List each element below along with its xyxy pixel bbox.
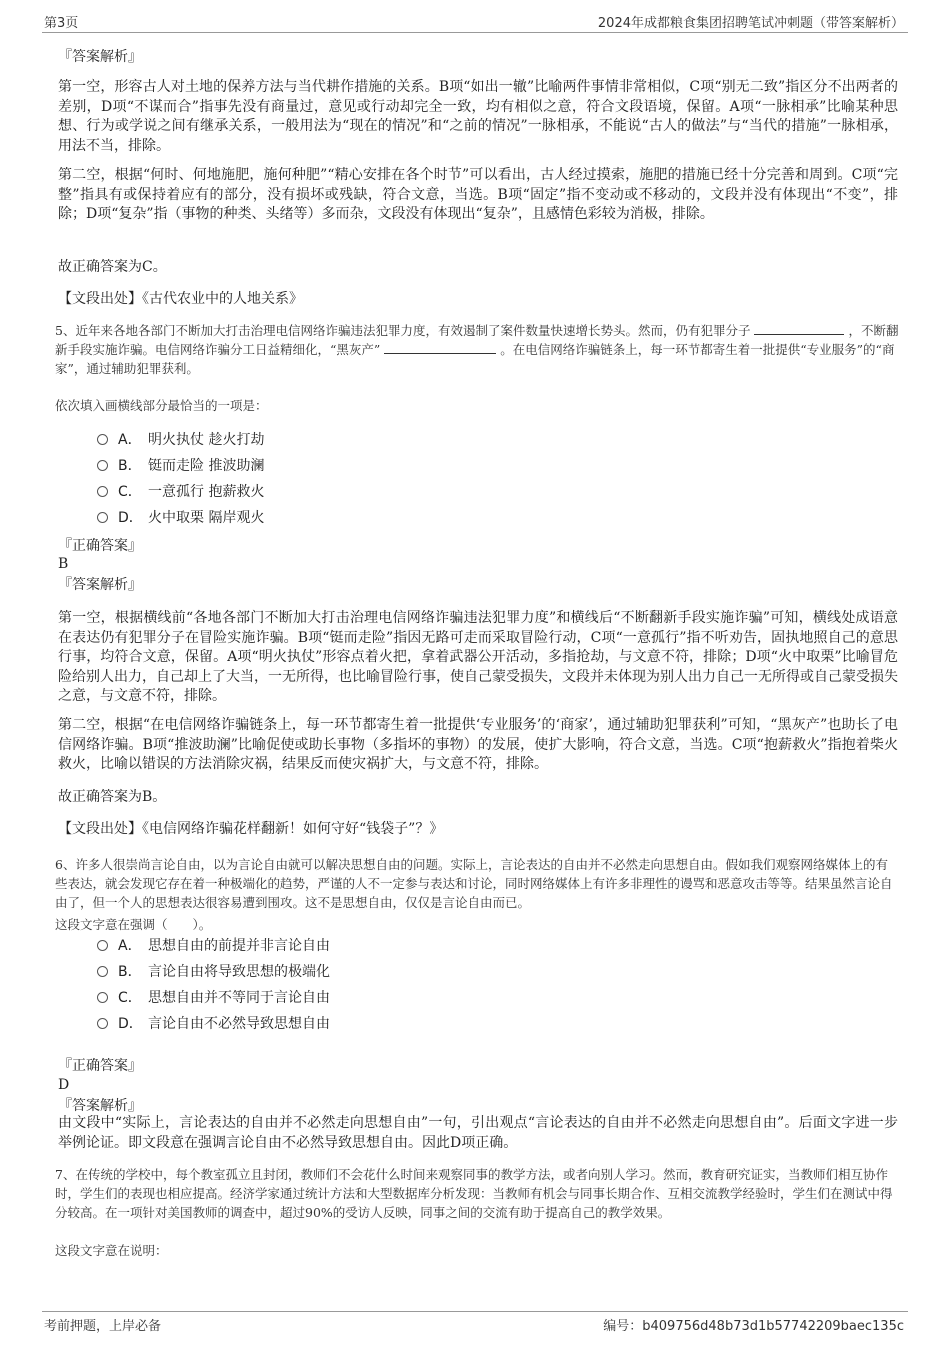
analysis-paragraph: 第一空，形容古人对土地的保养方法与当代耕作措施的关系。B项“如出一辙”比喻两件事情非常相似，C项“别无二致”指区分不出两者的差别，D项“不谋而合”指事先没有商量过，意见或行动却完全一致，均有相似之意，符合文段语境，保留。A项“一脉相承”比喻某种思想、行为或学说之间有继承关系，一般用法为“现在的情况”和“之前的情况”一脉相承，不能说“古人的做法”与“当代的措施”一脉相承，用法不当，排除。 xyxy=(58,79,898,154)
question-5-stem xyxy=(55,321,900,378)
analysis-label: 『答案解析』 xyxy=(58,577,142,593)
option-letter: D． xyxy=(118,510,143,526)
footer-slogan: 考前押题，上岸必备 xyxy=(44,1319,162,1334)
option-letter: B． xyxy=(118,964,142,980)
question-text: 5、近年来各地各部门不断加大打击治理电信网络诈骗违法犯罪力度，有效遏制了案件数量快速增长势头。然而，仍有犯罪分子 xyxy=(55,323,751,338)
option-letter: C． xyxy=(118,484,142,500)
question-prompt: 这段文字意在强调（ ）。 xyxy=(55,917,212,932)
option-text: 言论自由将导致思想的极端化 xyxy=(148,964,330,980)
option-a[interactable] xyxy=(97,936,330,956)
radio-icon[interactable] xyxy=(97,992,108,1003)
document-title: 2024年成都粮食集团招聘笔试冲刺题（带答案解析） xyxy=(597,16,904,31)
footer-serial: 编号：b409756d48b73d1b57742209baec135c xyxy=(603,1319,904,1334)
option-letter: B． xyxy=(118,458,142,474)
option-b[interactable] xyxy=(97,456,264,476)
option-text: 一意孤行 抱薪救火 xyxy=(148,484,265,500)
option-text: 思想自由的前提并非言论自由 xyxy=(148,938,330,954)
analysis-paragraph: 第二空，根据“在电信网络诈骗链条上，每一环节都寄生着一批提供‘专业服务’的‘商家’，通过辅助犯罪获利”可知，“黑灰产”也助长了电信网络诈骗。B项“推波助澜”比喻促使或助长事物（多指坏的事物）的发展，使扩大影响，符合文意，当选。C项“抱薪救火”指抱着柴火救火，比喻以错误的方法消除灾祸，结果反而使灾祸扩大，与文意不符，排除。 xyxy=(58,717,898,772)
option-text: 铤而走险 推波助澜 xyxy=(148,458,265,474)
option-letter: A． xyxy=(118,938,142,954)
analysis-label: 『答案解析』 xyxy=(58,49,142,65)
radio-icon[interactable] xyxy=(97,460,108,471)
radio-icon[interactable] xyxy=(97,512,108,523)
option-a[interactable] xyxy=(97,430,264,450)
analysis-paragraph: 由文段中“实际上，言论表达的自由并不必然走向思想自由”一句，引出观点“言论表达的自由并不必然走向思想自由”。后面文字进一步举例论证。即文段意在强调言论自由不必然导致思想自由。因此D项正确。 xyxy=(58,1115,898,1151)
option-c[interactable] xyxy=(97,988,330,1008)
answer-value: B xyxy=(58,556,69,572)
option-text: 思想自由并不等同于言论自由 xyxy=(148,990,330,1006)
question-text: ，不断翻新手段实施诈骗。电信网络诈骗分工日益精细化，“黑灰产” xyxy=(55,323,899,357)
question-6-stem: 6、许多人很崇尚言论自由，以为言论自由就可以解决思想自由的问题。实际上，言论表达的自由并不必然走向思想自由。假如我们观察网络媒体上的有些表达，就会发现它存在着一种极端化的趋势，严谨的人不一定参与表达和讨论，同时网络媒体上有许多非理性的谩骂和恶意攻击等等。结果虽然言论自由了，但一个人的思想表达很容易遭到围攻。这不是思想自由，仅仅是言论自由而已。 xyxy=(55,857,893,910)
answer-label: 『正确答案』 xyxy=(58,538,142,554)
option-d[interactable] xyxy=(97,508,264,528)
option-letter: C． xyxy=(118,990,142,1006)
fill-blank-2 xyxy=(384,341,496,354)
analysis-paragraph: 第一空，根据横线前“各地各部门不断加大打击治理电信网络诈骗违法犯罪力度”和横线后“不断翻新手段实施诈骗”可知，横线处成语意在表达仍有犯罪分子在冒险实施诈骗。B项“铤而走险”指因无路可走而采取冒险行动，C项“一意孤行”指不听劝告，固执地照自己的意思行事，均符合文意，保留。A项“明火执仗”形容点着火把，拿着武器公开活动，多指抢劫，与文意不符，排除；D项“火中取栗”比喻冒危险给别人出力，自己却上了大当，一无所得，也比喻冒险行事，使自己蒙受损失，文段并未体现为别人出力自己一无所得或自己蒙受损失之意，与文意不符，排除。 xyxy=(58,610,898,704)
page-number: 第3页 xyxy=(44,16,79,31)
option-text: 明火执仗 趁火打劫 xyxy=(148,432,265,448)
footer-divider xyxy=(42,1311,908,1312)
answer-value: D xyxy=(58,1077,70,1093)
header-divider xyxy=(42,32,908,33)
analysis-paragraph: 第二空，根据“何时、何地施肥，施何种肥”“精心安排在各个时节”可以看出，古人经过摸索，施肥的措施已经十分完善和周到。C项“完整”指具有或保持着应有的部分，没有损坏或残缺，符合文意，当选。B项“固定”指不变动或不移动的，文段并没有体现出“不变”，排除；D项“复杂”指（事物的种类、头绪等）多而杂，文段没有体现出“复杂”，且感情色彩较为消极，排除。 xyxy=(58,167,898,222)
option-text: 言论自由不必然导致思想自由 xyxy=(148,1016,330,1032)
question-prompt: 这段文字意在说明： xyxy=(55,1243,168,1258)
question-prompt: 依次填入画横线部分最恰当的一项是： xyxy=(55,398,268,413)
radio-icon[interactable] xyxy=(97,966,108,977)
radio-icon[interactable] xyxy=(97,434,108,445)
radio-icon[interactable] xyxy=(97,940,108,951)
option-letter: A． xyxy=(118,432,142,448)
question-7-stem: 7、在传统的学校中，每个教室孤立且封闭，教师们不会花什么时间来观察同事的教学方法，或者向别人学习。然而，教育研究证实，当教师们相互协作时，学生们的表现也相应提高。经济学家通过统计方法和大型数据库分析发现：当教师有机会与同事长期合作、互相交流教学经验时，学生们在测试中得分较高。在一项针对美国教师的调查中，超过90%的受访人反映，同事之间的交流有助于提高自己的教学效果。 xyxy=(55,1167,893,1220)
option-d[interactable] xyxy=(97,1014,330,1034)
analysis-label: 『答案解析』 xyxy=(58,1098,142,1114)
option-text: 火中取栗 隔岸观火 xyxy=(148,510,265,526)
source-citation: 【文段出处】《电信网络诈骗花样翻新！如何守好“钱袋子”？》 xyxy=(58,821,444,837)
source-citation: 【文段出处】《古代农业中的人地关系》 xyxy=(58,291,303,307)
option-letter: D． xyxy=(118,1016,143,1032)
conclusion: 故正确答案为B。 xyxy=(58,789,167,805)
answer-label: 『正确答案』 xyxy=(58,1058,142,1074)
radio-icon[interactable] xyxy=(97,1018,108,1029)
radio-icon[interactable] xyxy=(97,486,108,497)
option-c[interactable] xyxy=(97,482,264,502)
conclusion: 故正确答案为C。 xyxy=(58,259,167,275)
option-b[interactable] xyxy=(97,962,330,982)
question-text: 。在电信网络诈骗链条上，每一环节都寄生着一批提供“专业服务”的“商家”，通过辅助犯罪获利。 xyxy=(55,342,895,376)
fill-blank-1 xyxy=(754,322,844,335)
